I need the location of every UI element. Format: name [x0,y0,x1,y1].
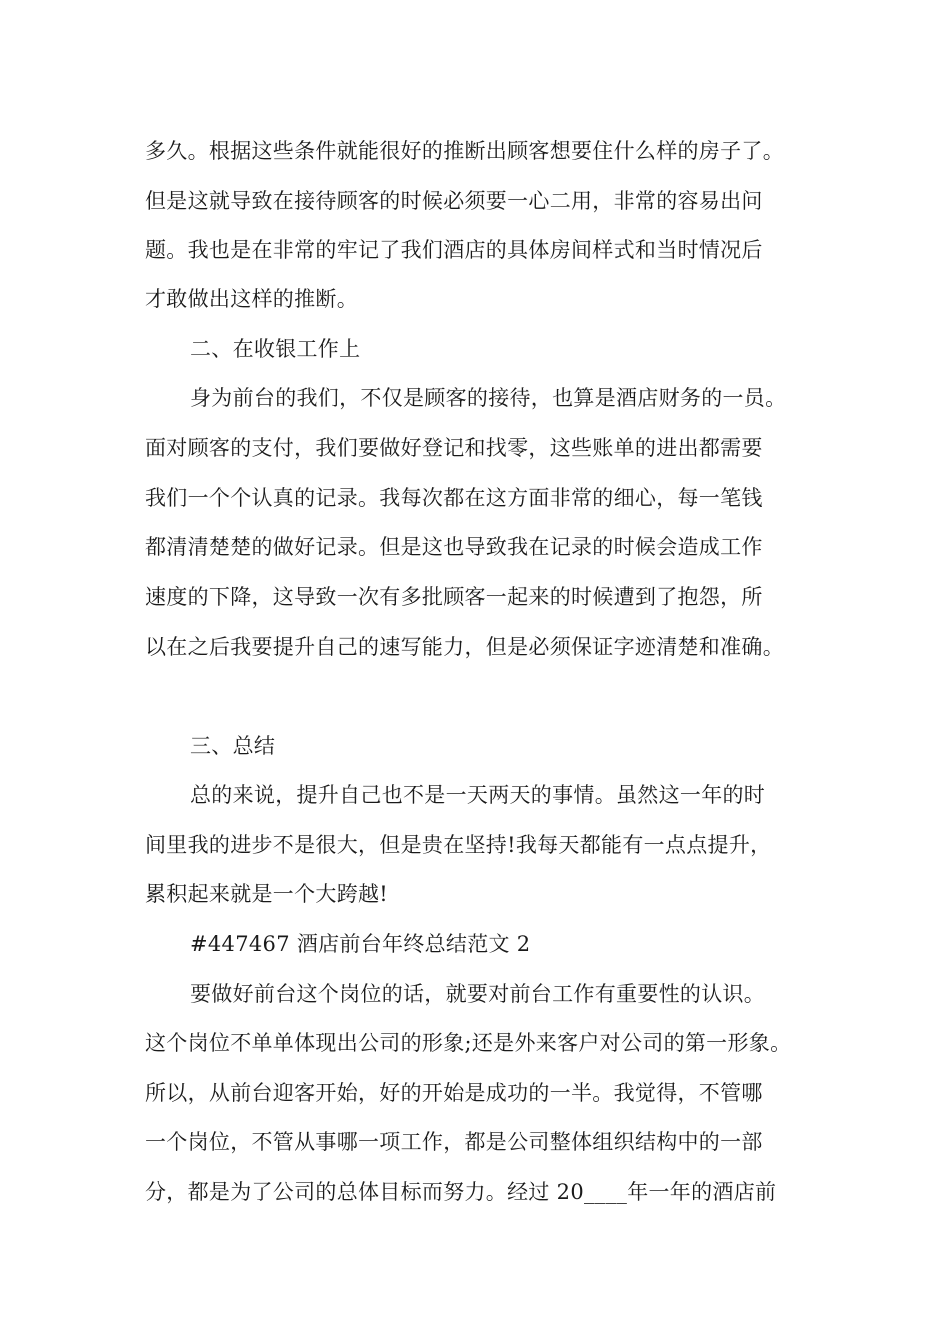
paragraph-line: 才敢做出这样的推断。 [145,287,358,311]
paragraph-line: 分，都是为了公司的总体目标而努力。经过 20____年一年的酒店前 [145,1180,777,1204]
paragraph-line: 这个岗位不单单体现出公司的形象;还是外来客户对公司的第一形象。 [145,1031,792,1055]
paragraph-line: 但是这就导致在接待顾客的时候必须要一心二用，非常的容易出问 [145,189,763,213]
paragraph-line: 总的来说，提升自己也不是一天两天的事情。虽然这一年的时 [190,783,766,807]
paragraph-line: 要做好前台这个岗位的话，就要对前台工作有重要性的认识。 [190,982,766,1006]
paragraph-line: 所以，从前台迎客开始，好的开始是成功的一半。我觉得，不管哪 [145,1081,763,1105]
paragraph-line: 身为前台的我们，不仅是顾客的接待，也算是酒店财务的一员。 [190,386,787,410]
paragraph-line: 间里我的进步不是很大，但是贵在坚持!我每天都能有一点点提升， [145,833,772,857]
section-heading: 二、在收银工作上 [190,337,361,361]
article-title: #447467 酒店前台年终总结范文 2 [190,932,531,956]
paragraph-line: 一个岗位，不管从事哪一项工作，都是公司整体组织结构中的一部 [145,1130,763,1154]
paragraph-line: 面对顾客的支付，我们要做好登记和找零，这些账单的进出都需要 [145,436,763,460]
section-heading: 三、总结 [190,734,276,758]
paragraph-line: 都清清楚楚的做好记录。但是这也导致我在记录的时候会造成工作 [145,535,763,559]
paragraph-line: 我们一个个认真的记录。我每次都在这方面非常的细心，每一笔钱 [145,486,763,510]
paragraph-line: 速度的下降，这导致一次有多批顾客一起来的时候遭到了抱怨，所 [145,585,763,609]
paragraph-line: 题。我也是在非常的牢记了我们酒店的具体房间样式和当时情况后 [145,238,763,262]
paragraph-line: 以在之后我要提升自己的速写能力，但是必须保证字迹清楚和准确。 [145,635,784,659]
paragraph-line: 累积起来就是一个大跨越! [145,882,389,906]
paragraph-line: 多久。根据这些条件就能很好的推断出顾客想要住什么样的房子了。 [145,139,784,163]
